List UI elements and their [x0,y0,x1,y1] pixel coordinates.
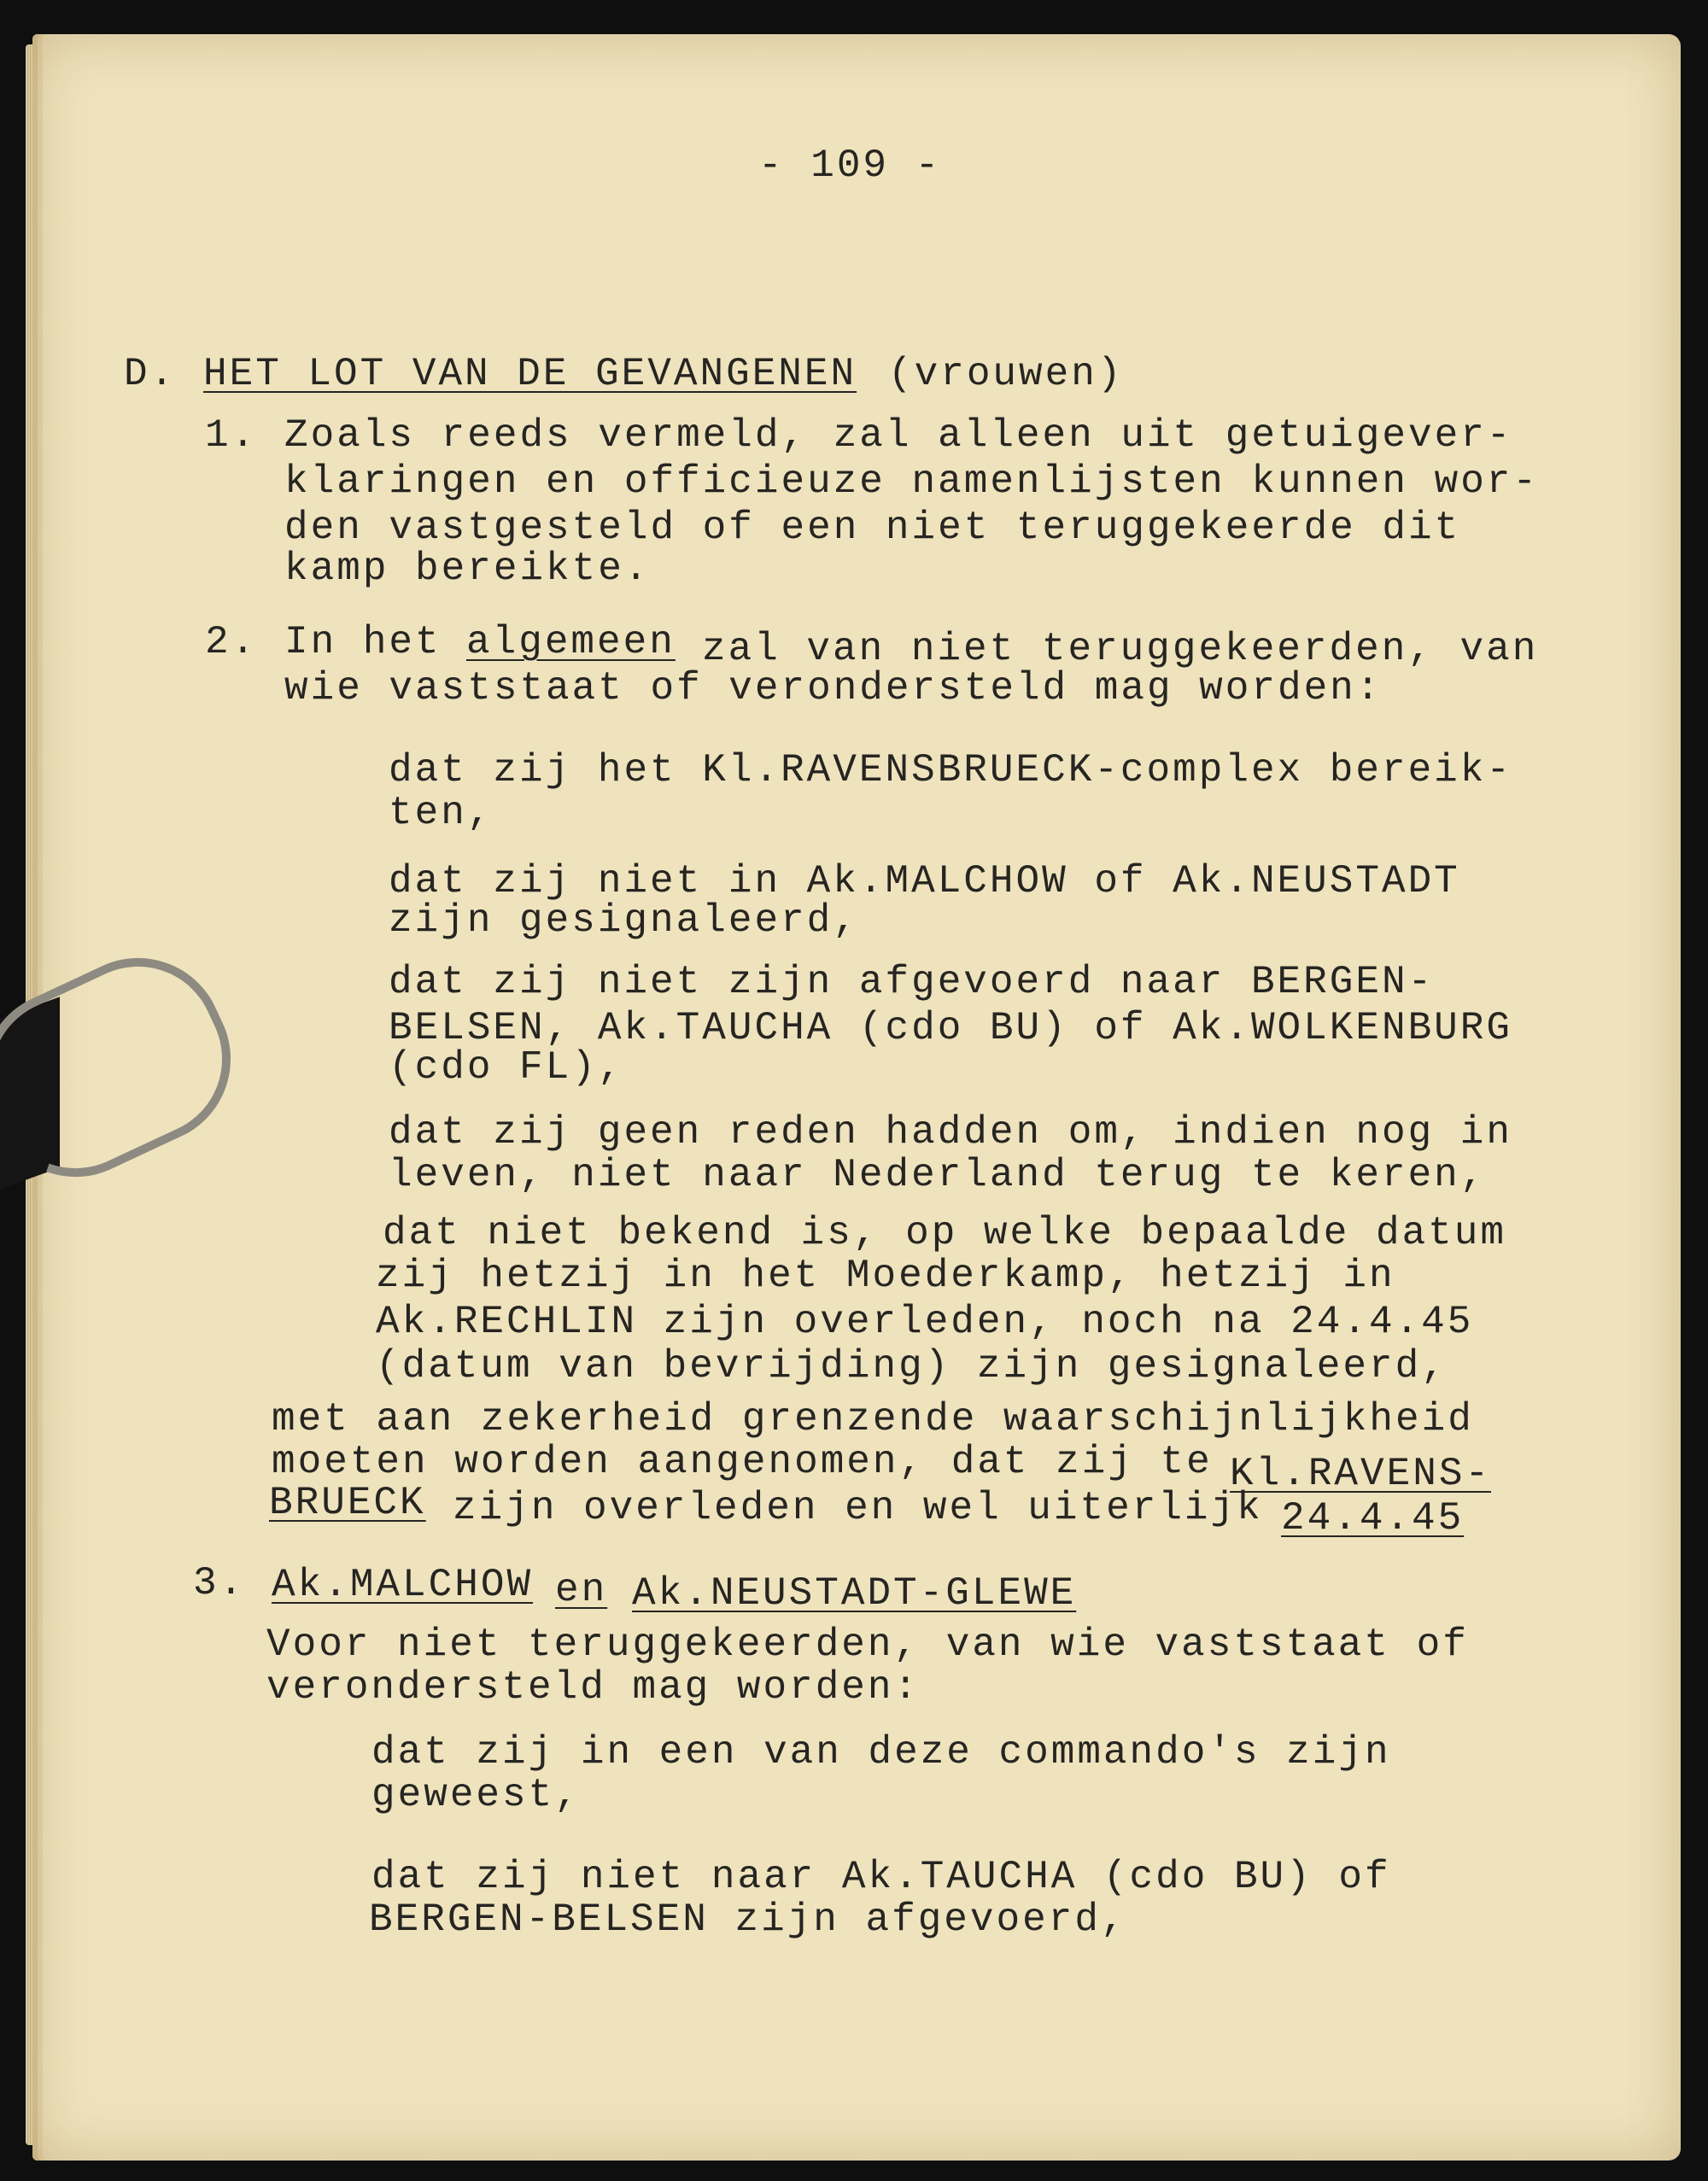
condition-line: ten, [389,791,494,835]
section-label: D. [124,352,177,396]
condition-line: BELSEN, Ak.TAUCHA (cdo BU) of Ak.WOLKENBURG [389,1006,1512,1050]
item3-heading-a: Ak.MALCHOW [272,1563,534,1607]
conclusion-line: met aan zekerheid grenzende waarschijnlijkheid [272,1397,1474,1441]
conclusion-date: 24.4.45 [1281,1496,1465,1541]
page-number: - 109 - [758,143,942,188]
item3-condition-line: geweest, [371,1773,581,1817]
condition-line: dat zij het Kl.RAVENSBRUECK-complex bereik- [389,748,1512,792]
item2-line2: wie vaststaat of verondersteld mag worden: [284,666,1383,710]
item1-line: den vastgesteld of een niet teruggekeerde dit [284,506,1461,550]
condition-line: Ak.RECHLIN zijn overleden, noch na 24.4.45 [376,1300,1474,1344]
conclusion-line3-mid: zijn overleden en wel uiterlijk [453,1486,1263,1530]
item1-line: kamp bereikte. [284,547,651,591]
item3-condition-line: dat zij niet naar Ak.TAUCHA (cdo BU) of [371,1855,1391,1899]
item3-heading-mid: en [555,1568,608,1612]
item3-condition-line: dat zij in een van deze commando's zijn [371,1730,1391,1775]
condition-line: dat zij geen reden hadden om, indien nog in [389,1110,1512,1155]
condition-line: dat zij niet in Ak.MALCHOW of Ak.NEUSTADT [389,859,1460,903]
item3-intro-line: Voor niet teruggekeerden, van wie vaststaat of [266,1623,1469,1667]
item2-line1-emphasis: algemeen [466,620,676,664]
item2-line1-pre: In het [284,620,442,664]
conclusion-line2-pre: moeten worden aangenomen, dat zij te [272,1440,1213,1484]
condition-line: (datum van bevrijding) zijn gesignaleerd, [376,1344,1448,1389]
item1-number: 1. [205,413,258,458]
item3-heading-b: Ak.NEUSTADT-GLEWE [632,1571,1077,1616]
item1-line: Zoals reeds vermeld, zal alleen uit getuigever- [284,413,1513,458]
item2-line1-post: zal van niet teruggekeerden, van [702,627,1539,671]
conclusion-place: Kl.RAVENS- [1230,1452,1492,1496]
item2-number: 2. [205,620,258,664]
item3-intro-line: verondersteld mag worden: [266,1665,921,1710]
item3-number: 3. [193,1561,246,1605]
condition-line: dat zij niet zijn afgevoerd naar BERGEN- [389,960,1435,1004]
condition-line: (cdo FL), [389,1045,624,1090]
condition-line: zijn gesignaleerd, [389,898,859,943]
section-heading-suffix: (vrouwen) [888,352,1124,396]
item1-line: klaringen en officieuze namenlijsten kunnen wor- [284,459,1540,504]
item3-condition-line: BERGEN-BELSEN zijn afgevoerd, [369,1897,1127,1942]
section-heading: HET LOT VAN DE GEVANGENEN [203,352,857,396]
condition-line: zij hetzij in het Moederkamp, hetzij in [376,1254,1395,1298]
condition-line: leven, niet naar Nederland terug te keren, [389,1153,1487,1197]
conclusion-place-cont: BRUECK [269,1481,426,1525]
condition-line: dat niet bekend is, op welke bepaalde datum [383,1211,1506,1255]
